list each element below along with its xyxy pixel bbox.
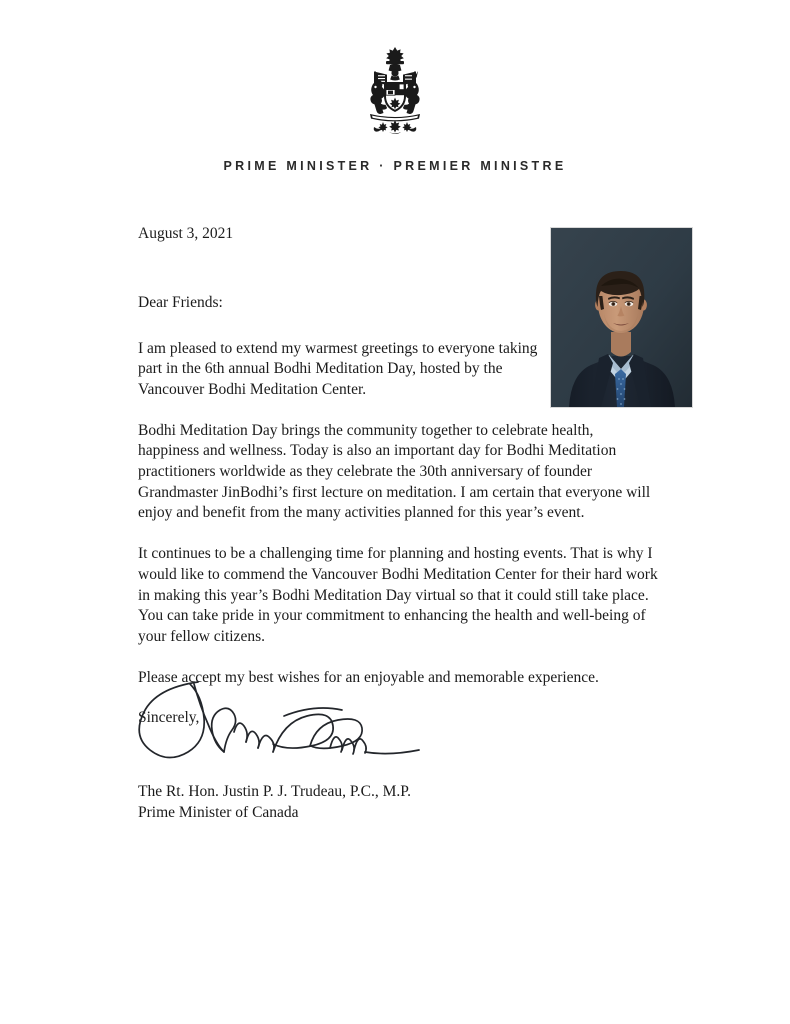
justin-trudeau-signature-icon xyxy=(134,676,434,768)
signature xyxy=(134,676,434,768)
signer-title: Prime Minister of Canada xyxy=(138,803,299,821)
paragraph-4: Please accept my best wishes for an enjoyable and memorable experience. xyxy=(138,668,599,686)
signer-block xyxy=(138,782,411,823)
letter-body xyxy=(138,224,658,729)
closing: Sincerely, xyxy=(138,709,200,727)
signer-name: The Rt. Hon. Justin P. J. Trudeau, P.C., M.P. xyxy=(138,783,412,800)
letterhead-title: PRIME MINISTER · PREMIER MINISTRE xyxy=(223,159,567,173)
paragraph-2: Bodhi Meditation Day brings the community together to celebrate health, happiness and wellness. Today is also an important day for Bodhi Meditation practitioners worldwide as they celebrate the 30th anniversary of founder Grandmaster JinBodhi’s first lecture on meditation. I am certain that everyone will enjoy and benefit from the many activities planned for this year’s event. xyxy=(138,421,651,522)
salutation: Dear Friends: xyxy=(138,293,223,311)
letterhead xyxy=(0,44,790,173)
canadian-coat-of-arms-icon xyxy=(356,44,434,142)
paragraph-1: I am pleased to extend my warmest greetings to everyone taking part in the 6th annual Bodhi Meditation Day, hosted by the Vancouver Bodhi Meditation Center. xyxy=(138,339,538,399)
date-line: August 3, 2021 xyxy=(138,225,234,242)
paragraph-3: It continues to be a challenging time for planning and hosting events. That is why I would like to commend the Vancouver Bodhi Meditation Center for their hard work in making this year’s Bodhi Meditation Day virtual so that it could still take place. You can take pride in your commitment to enhancing the health and well-being of your fellow citizens. xyxy=(138,545,658,645)
